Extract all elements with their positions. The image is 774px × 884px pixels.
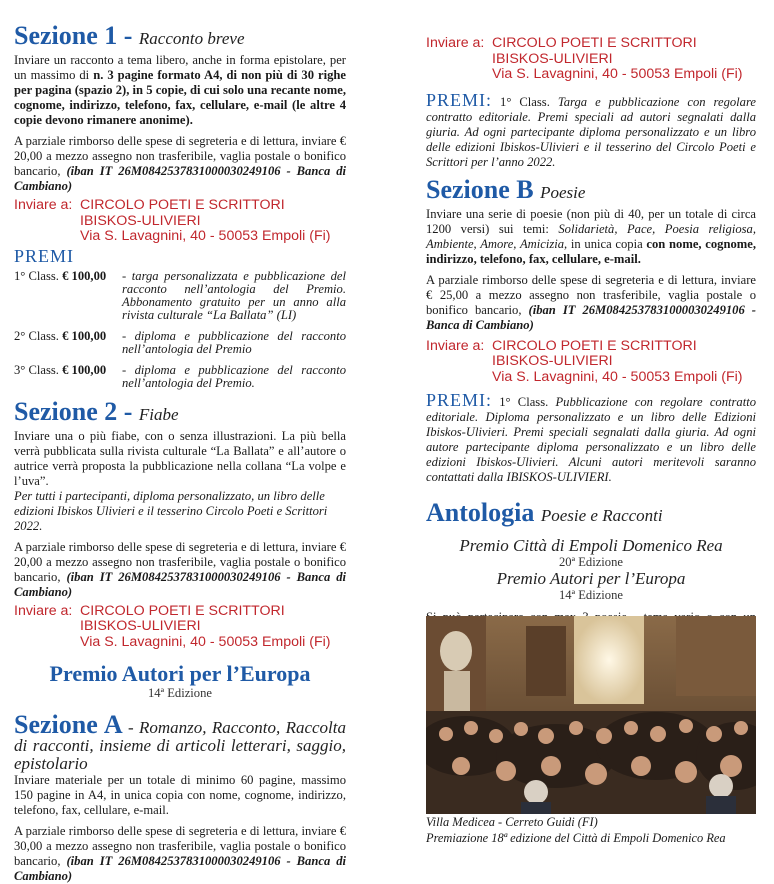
sezione-a-text: Inviare materiale per un totale di minimo 60 pagine, massimo 150 pagine in A4, in unica copia con nome, cognome, indirizzo, telefono, fax, cellulare, e-mail. xyxy=(14,773,346,817)
premio-europa-title: Premio Autori per l’Europa xyxy=(49,661,311,686)
sezione-2-italic-text: Per tutti i partecipanti, diploma personalizzato, un libro delle edizioni Ibiskos Ulivieri e il tesserino Circolo Poeti e Scrittori 2022. xyxy=(14,488,328,533)
sezione-2-fee: A parziale rimborso delle spese di segreteria e di lettura, inviare € 20,00 a mezzo assegno non trasferibile, vaglia postale o bonifico bancario, (iban IT 26M0842537831000030249106 - Banca di Cambiano) xyxy=(14,539,346,599)
premio-europa-edizione: 14ª Edizione xyxy=(148,686,212,700)
sezione-b-fee: A parziale rimborso delle spese di segreteria e di lettura, inviare € 25,00 a mezzo assegno non trasferibile, vaglia postale o bonifico bancario, (iban IT 26M0842537831000030249106 - Banca di Cambiano) xyxy=(426,272,756,332)
antologia-heading xyxy=(426,499,756,530)
address-line-1: CIRCOLO POETI E SCRITTORI xyxy=(80,197,285,213)
sezione-b-subtitle: Poesie xyxy=(540,182,586,202)
address-line-2: IBISKOS-ULIVIERI xyxy=(80,618,201,634)
address-line-3: Via S. Lavagnini, 40 - 50053 Empoli (Fi) xyxy=(80,228,331,244)
sezione-b-address xyxy=(426,339,756,386)
top-address xyxy=(426,36,756,83)
sezione-b-title: Sezione B xyxy=(426,174,534,204)
premio-empoli-edizione: 20ª Edizione xyxy=(559,555,623,569)
sezione-b-premi: PREMI: 1° Class. Pubblicazione con regolare contratto editoriale. Diploma personalizzato e un libro delle Edizioni Ibiskos-Ulivieri. Premi speciali segnalati dalla giuria. Ad ogni autore partecipante diploma personalizzato e un libro delle edizioni Ibiskos-Ulivieri. Alcuni autori meritevoli saranno contattati dalla IBISKOS-ULIVIERI. xyxy=(426,390,757,484)
address-line-3: Via S. Lavagnini, 40 - 50053 Empoli (Fi) xyxy=(492,66,743,82)
left-column xyxy=(14,0,346,884)
antologia-subtitle: Poesie e Racconti xyxy=(540,506,663,525)
address-line-3: Via S. Lavagnini, 40 - 50053 Empoli (Fi) xyxy=(80,633,331,650)
right-column xyxy=(426,0,756,655)
sezione-a-heading xyxy=(14,710,347,773)
address-line-1: CIRCOLO POETI E SCRITTORI xyxy=(80,602,285,619)
sezione-a-subtitle: - Romanzo, Racconto, Raccolta di racconti, insieme di articoli letterari, saggio, epistolario xyxy=(14,718,347,773)
inviare-label: Inviare a: xyxy=(426,337,485,354)
premio-empoli: Premio Città di Empoli Domenico Rea xyxy=(459,536,723,555)
prize-2: 2° Class. € 100,00 - diploma e pubblicazione del racconto nell’antologia del Premio xyxy=(14,330,346,356)
photo-caption xyxy=(426,815,766,846)
sezione-1-heading xyxy=(14,22,346,53)
antologia-title: Antologia xyxy=(426,498,535,527)
caption-line-1: Villa Medicea - Cerreto Guidi (FI) xyxy=(426,815,598,829)
address-line-2: IBISKOS-ULIVIERI xyxy=(492,50,613,67)
sezione-2-subtitle: Fiabe xyxy=(138,404,179,424)
inviare-label: Inviare a: xyxy=(14,197,73,213)
sezione-b-heading xyxy=(426,176,756,207)
top-premi: PREMI: 1° Class. Targa e pubblicazione con regolare contratto editoriale. Premi speciali ad autori segnalati dalla giuria. Ad ogni partecipante diploma personalizzato e un libro delle edizioni Ibiskos-Ulivieri e il tesserino del Circolo Poeti e Scrittori per l’anno 2022. xyxy=(426,89,756,169)
sezione-2-title: Sezione 2 - xyxy=(14,396,133,426)
sezione-2-heading xyxy=(14,398,346,429)
sezione-2-text: Inviare una o più fiabe, con o senza illustrazioni. La più bella verrà pubblicata sulla rivista culturale “La Ballata” e all’autore o autrice verrà proposta la pubblicazione nella collana “La volpe e l’uva”. xyxy=(14,428,346,488)
award-ceremony-photo xyxy=(426,616,756,814)
address-line-2: IBISKOS-ULIVIERI xyxy=(80,212,201,229)
address-line-3: Via S. Lavagnini, 40 - 50053 Empoli (Fi) xyxy=(492,368,743,385)
premi-title: PREMI xyxy=(14,245,75,266)
sezione-1-address xyxy=(14,198,346,245)
premio-europa-right-edizione: 14ª Edizione xyxy=(559,588,623,602)
sezione-1-subtitle: Racconto breve xyxy=(138,29,245,48)
inviare-label: Inviare a: xyxy=(14,602,73,619)
sezione-1-title: Sezione 1 - xyxy=(14,21,133,50)
sezione-2-address xyxy=(14,604,346,651)
address-line-1: CIRCOLO POETI E SCRITTORI xyxy=(492,337,697,354)
inviare-label: Inviare a: xyxy=(426,35,485,51)
sezione-b-text: Inviare una serie di poesie (non più di 40, per un totale di circa 1200 versi) sui temi: Solidarietà, Pace, Poesia religiosa, Ambiente, Amore, Amicizia, in unica copia con nome, cognome, indirizzo, telefono, fax, cellulare, e-mail. xyxy=(426,206,757,266)
caption-line-2: Premiazione 18ª edizione del Città di Empoli Domenico Rea xyxy=(426,830,726,845)
address-line-1: CIRCOLO POETI E SCRITTORI xyxy=(492,35,697,51)
sezione-1-fee: A parziale rimborso delle spese di segreteria e di lettura, inviare € 20,00 a mezzo assegno non trasferibile, vaglia postale o bonifico bancario, (iban IT 26M0842537831000030249106 - Banca di Cambiano) xyxy=(14,134,346,193)
premio-europa-right: Premio Autori per l’Europa xyxy=(496,569,686,588)
sezione-1-intro: Inviare un racconto a tema libero, anche in forma epistolare, per un massimo di n. 3 pagine formato A4, di non più di 30 righe per pagina (spazio 2), in 5 copie, di cui solo una recante nome, cognome, indirizzo, telefono, fax, cellulare, e-mail (le altre 4 copie devono rimanere anonime). xyxy=(14,53,346,127)
address-line-2: IBISKOS-ULIVIERI xyxy=(492,353,613,369)
sezione-a-title: Sezione A xyxy=(14,710,123,739)
prize-1: 1° Class. € 100,00 - targa personalizzata e pubblicazione del racconto nell’antologia del Premio. Abbonamento gratuito per un anno alla rivista culturale “La Ballata” (LI) xyxy=(14,270,346,322)
sezione-a-fee: A parziale rimborso delle spese di segreteria e di lettura, inviare € 30,00 a mezzo assegno non trasferibile, vaglia postale o bonifico bancario, (iban IT 26M0842537831000030249106 - Banca di Cambiano) xyxy=(14,824,346,883)
prize-3: 3° Class. € 100,00 - diploma e pubblicazione del racconto nell’antologia del Premio. xyxy=(14,364,346,390)
